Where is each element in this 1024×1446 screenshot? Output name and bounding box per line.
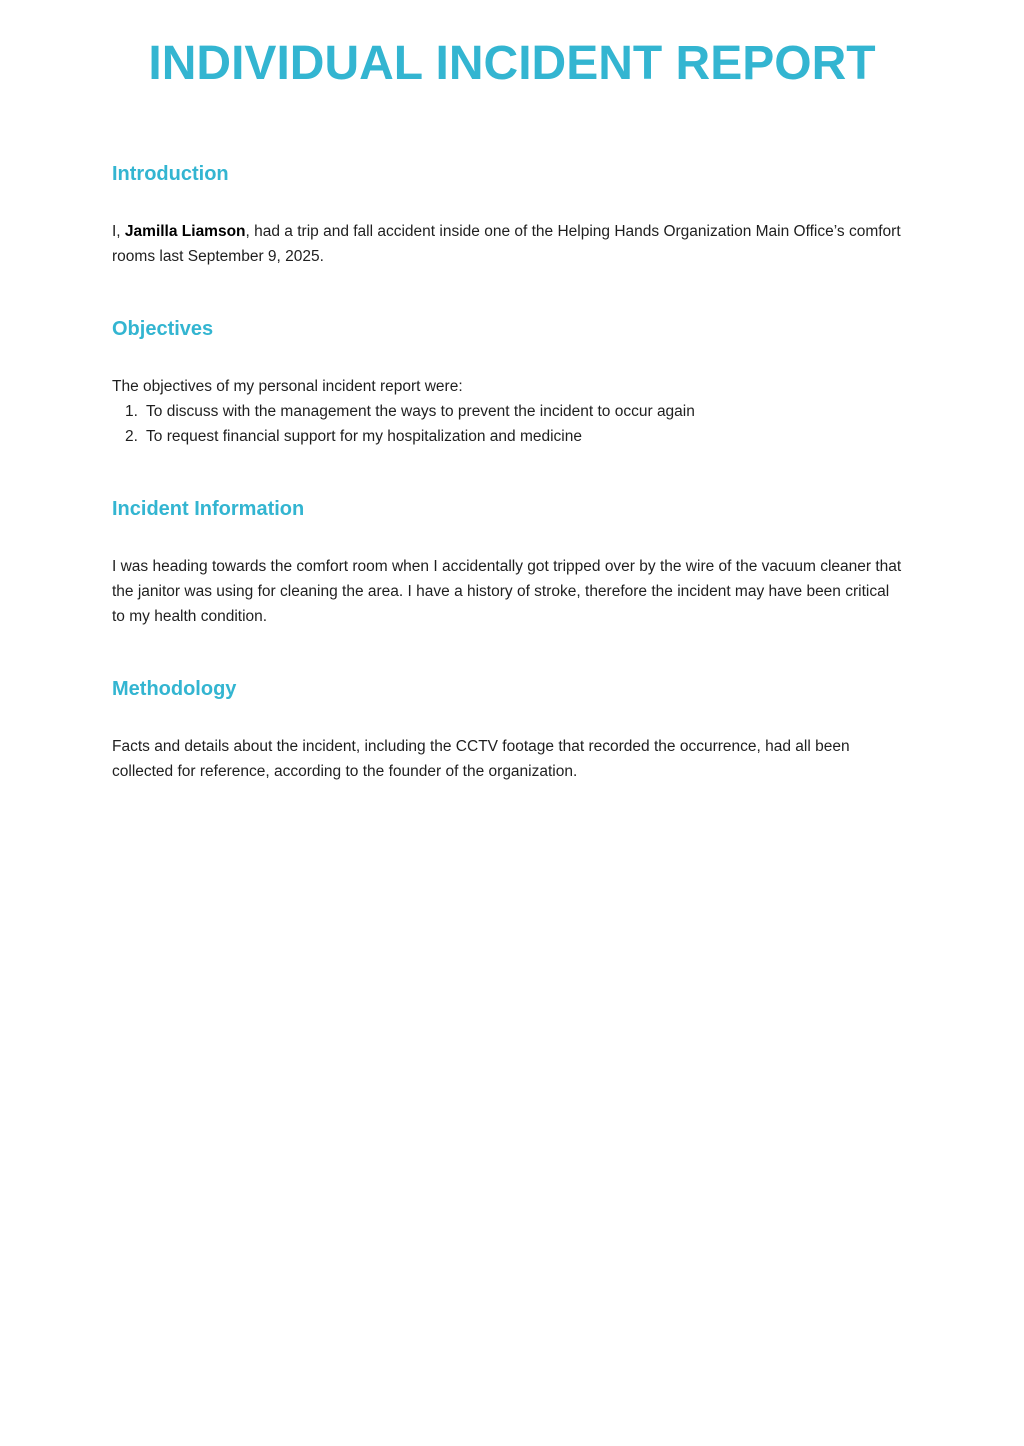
objectives-intro: The objectives of my personal incident report were: xyxy=(112,378,463,395)
methodology-paragraph: Facts and details about the incident, including the CCTV footage that recorded the occurrence, had all been collected for reference, according to the founder of the organization. xyxy=(112,738,850,780)
list-item-text: To request financial support for my hospitalization and medicine xyxy=(146,428,582,445)
list-item xyxy=(112,399,912,424)
list-item xyxy=(112,424,912,449)
list-item-number: 1. xyxy=(125,403,138,420)
introduction-text: , had a trip and fall accident inside one of the Helping Hands Organization Main Office’s comfort rooms last September 9, 2025. xyxy=(112,223,901,265)
section-heading-methodology: Methodology xyxy=(112,678,237,700)
list-item-text: To discuss with the management the ways to prevent the incident to occur again xyxy=(146,403,695,420)
section-heading-introduction: Introduction xyxy=(112,163,229,185)
reporter-name: Jamilla Liamson xyxy=(124,223,246,240)
document-title: INDIVIDUAL INCIDENT REPORT xyxy=(148,37,876,90)
section-heading-objectives: Objectives xyxy=(112,318,214,340)
introduction-paragraph xyxy=(112,219,912,269)
section-heading-incident-information: Incident Information xyxy=(112,498,305,520)
introduction-prefix: I, xyxy=(112,223,125,240)
list-item-number: 2. xyxy=(125,428,138,445)
incident-information-paragraph: I was heading towards the comfort room when I accidentally got tripped over by the wire of the vacuum cleaner that the janitor was using for cleaning the area. I have a history of stroke, therefore the incident may have been critical to my health condition. xyxy=(112,558,902,625)
objectives-list xyxy=(112,399,912,449)
